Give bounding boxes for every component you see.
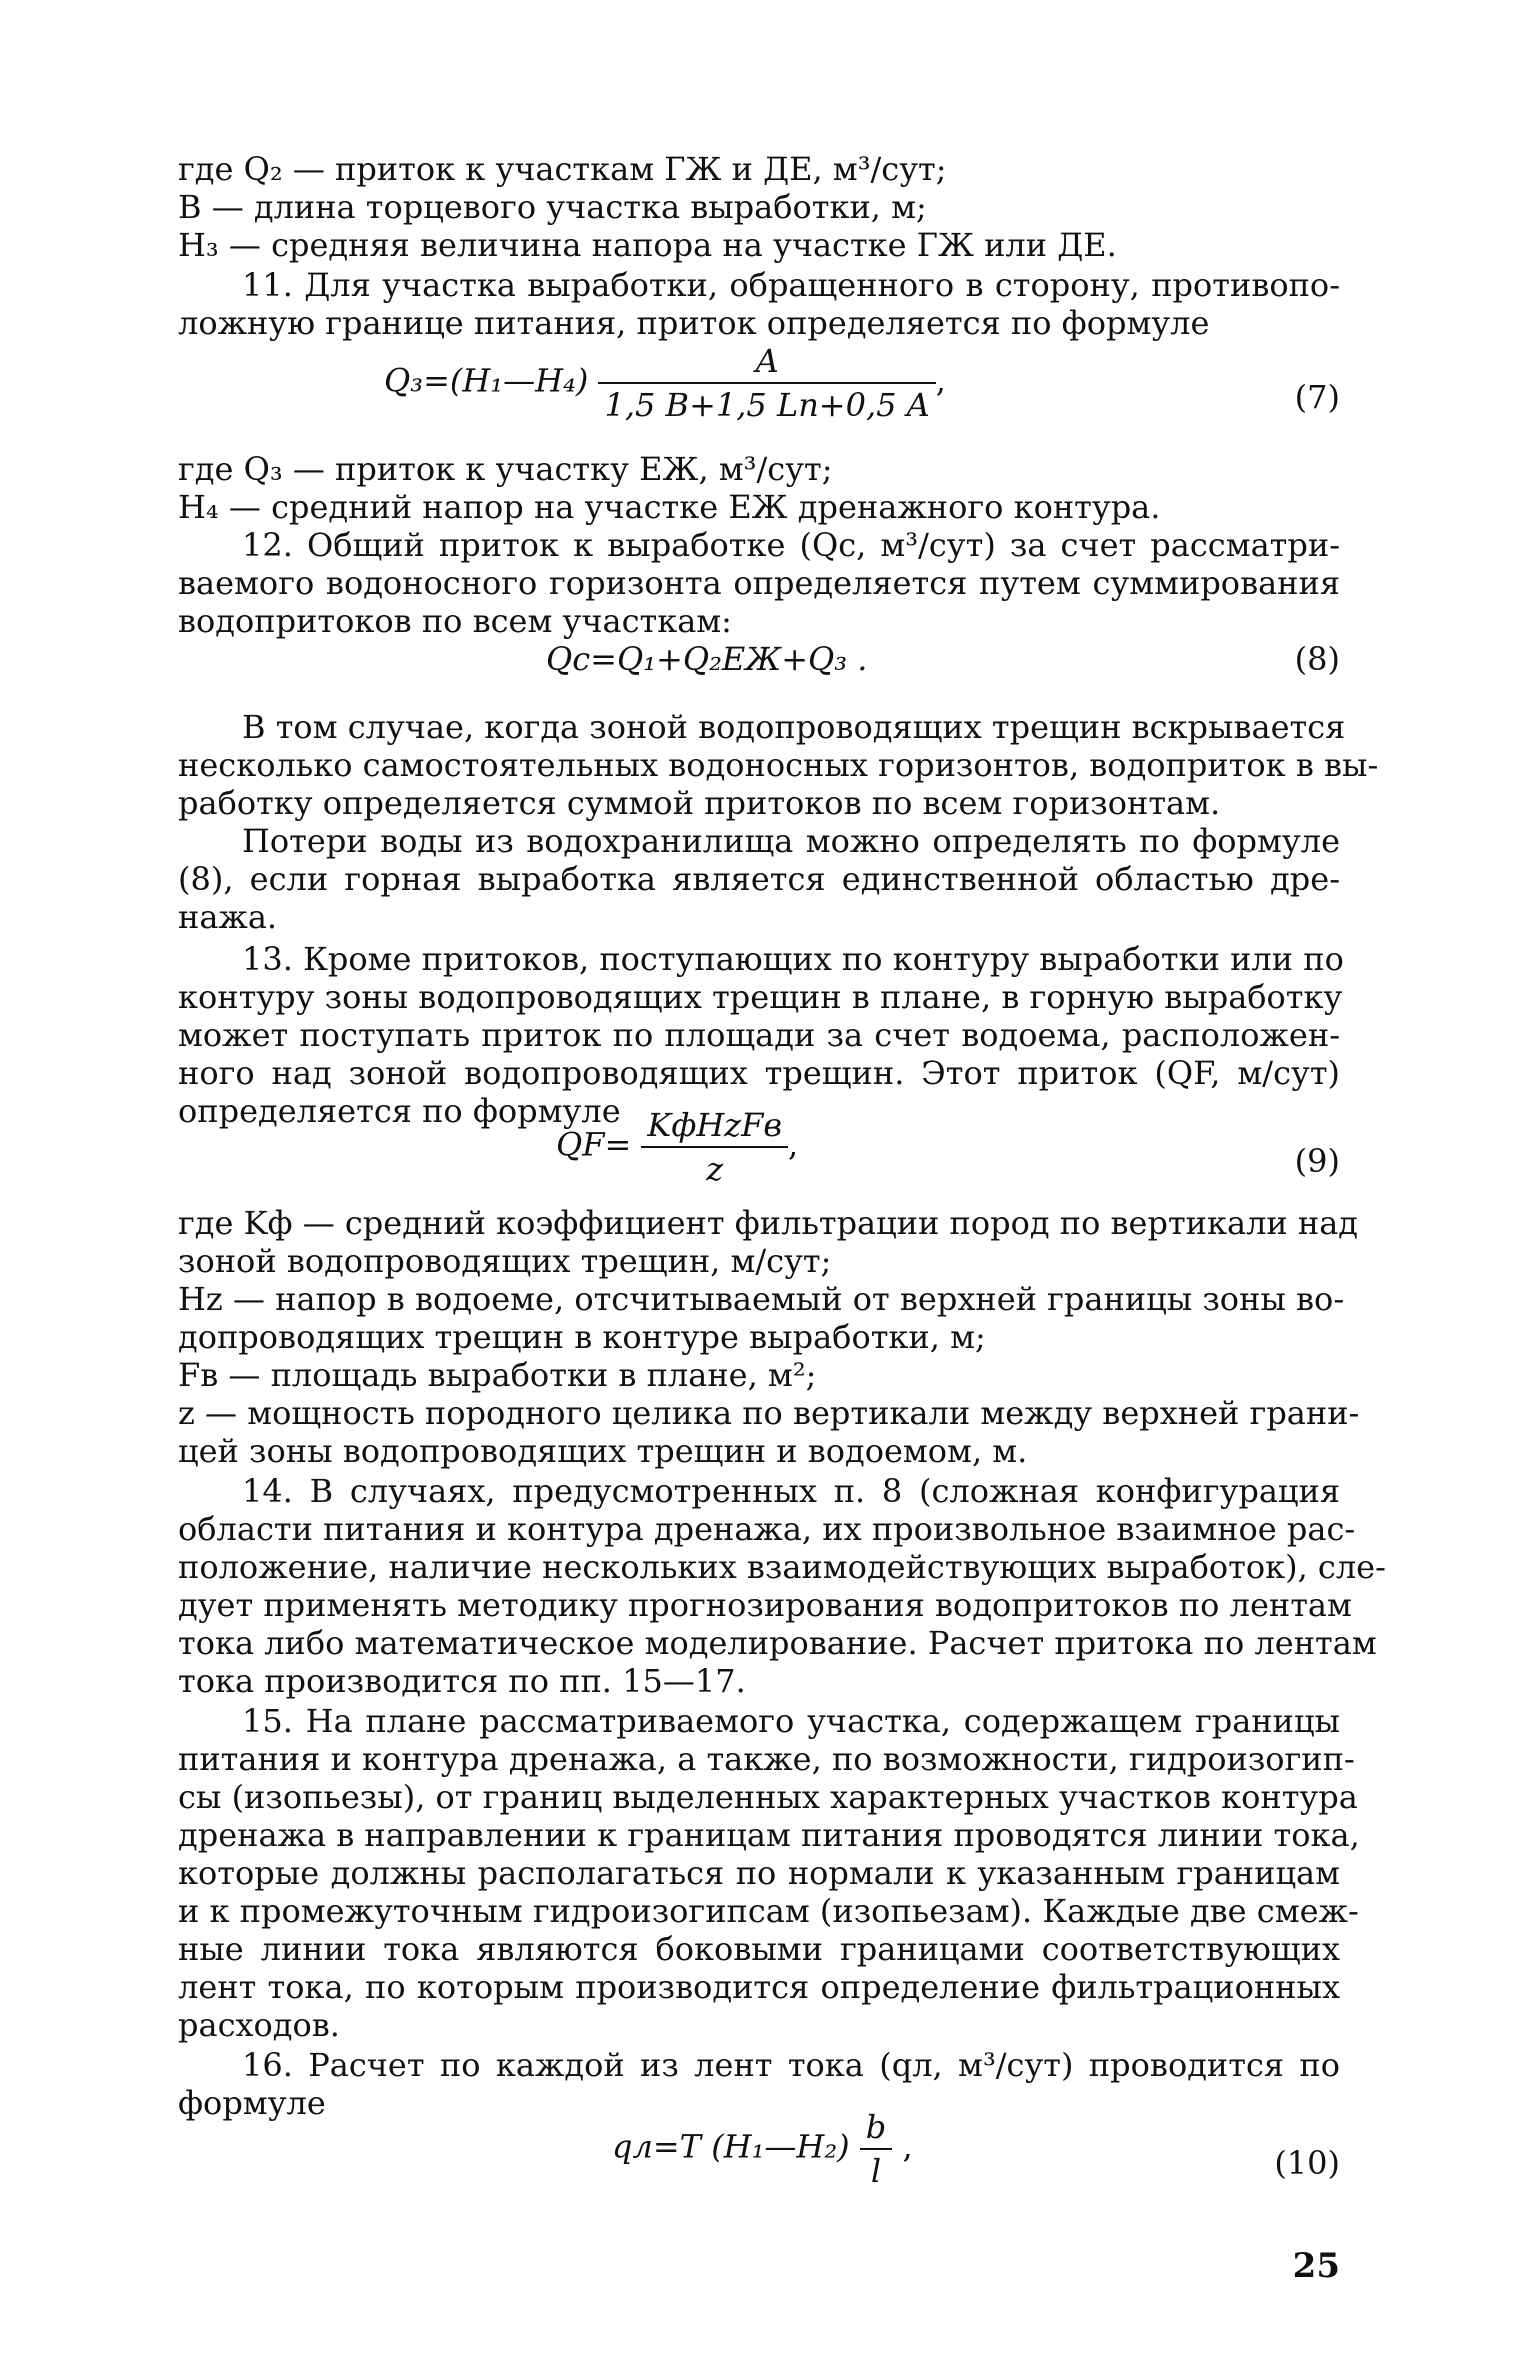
- formula-7-tail: ,: [935, 361, 946, 400]
- text-line: расходов.: [178, 2006, 340, 2044]
- paragraph-16-line: 16. Расчет по каждой из лент тока (qл, м³/сут) проводится по: [242, 2046, 1340, 2084]
- formula-10-tail: ,: [892, 2127, 913, 2166]
- formula-10-lhs: qл=T (H₁—H₂): [612, 2127, 850, 2166]
- formula-7: [384, 342, 946, 424]
- text-line: положение, наличие нескольких взаимодействующих выработок), сле-: [178, 1548, 1386, 1586]
- text-line: нажа.: [178, 898, 278, 936]
- formula-9-denominator: z: [706, 1150, 724, 1188]
- formula-9-fraction: [641, 1106, 788, 1188]
- text-line: питания и контура дренажа, а также, по возможности, гидроизогип-: [178, 1740, 1355, 1778]
- text-line: формуле: [178, 2084, 326, 2122]
- text-line: сы (изопьезы), от границ выделенных характерных участков контура: [178, 1778, 1358, 1816]
- formula-9-numerator: KфHzFв: [641, 1106, 788, 1148]
- formula-10-denominator: l: [870, 2152, 882, 2190]
- paragraph-14-line: 14. В случаях, предусмотренных п. 8 (сложная конфигурация: [242, 1472, 1340, 1510]
- text-line: z — мощность породного целика по вертикали между верхней грани-: [178, 1394, 1360, 1432]
- formula-7-denominator: 1,5 B+1,5 Lп+0,5 A: [604, 386, 930, 424]
- text-line: (8), если горная выработка является единственной областью дре-: [178, 860, 1340, 898]
- text-line: области питания и контура дренажа, их произвольное взаимное рас-: [178, 1510, 1356, 1548]
- text-line: где Kф — средний коэффициент фильтрации пород по вертикали над: [178, 1204, 1358, 1242]
- formula-7-numerator: A: [598, 342, 935, 384]
- text-line: допроводящих трещин в контуре выработки, м;: [178, 1318, 986, 1356]
- formula-9-tail: ,: [787, 1125, 799, 1164]
- text-line: ваемого водоносного горизонта определяется путем суммирования: [178, 564, 1340, 602]
- text-line: Hz — напор в водоеме, отсчитываемый от верхней границы зоны во-: [178, 1280, 1345, 1318]
- formula-8: Qc=Q₁+Q₂ЕЖ+Q₃ .: [546, 640, 868, 678]
- text-line: зоной водопроводящих трещин, м/сут;: [178, 1242, 832, 1280]
- text-line: работку определяется суммой притоков по всем горизонтам.: [178, 784, 1221, 822]
- formula-10-numerator: b: [860, 2108, 892, 2150]
- page-number: 25: [1292, 2246, 1340, 2286]
- formula-9: [556, 1106, 798, 1188]
- paragraph-15-line: 15. На плане рассматриваемого участка, содержащем границы: [242, 1702, 1340, 1740]
- text-line: ложную границе питания, приток определяется по формуле: [178, 304, 1210, 342]
- formula-9-lhs: QF=: [556, 1125, 632, 1164]
- text-line: определяется по формуле: [178, 1092, 621, 1130]
- text-line: дренажа в направлении к границам питания проводятся линии тока,: [178, 1816, 1360, 1854]
- text-line: цей зоны водопроводящих трещин и водоемом, м.: [178, 1432, 1028, 1470]
- text-line: ные линии тока являются боковыми границами соответствующих: [178, 1930, 1340, 1968]
- text-line: тока производится по пп. 15—17.: [178, 1662, 746, 1700]
- paragraph-11-line: 11. Для участка выработки, обращенного в сторону, противопо-: [242, 266, 1340, 304]
- equation-number-10: (10): [1274, 2144, 1340, 2182]
- text-line: Fв — площадь выработки в плане, м²;: [178, 1356, 817, 1394]
- paragraph-12-line: 12. Общий приток к выработке (Qc, м³/сут) за счет рассматри-: [242, 526, 1340, 564]
- text-line: водопритоков по всем участкам:: [178, 602, 732, 640]
- text-line: и к промежуточным гидроизогипсам (изопьезам). Каждые две смеж-: [178, 1892, 1359, 1930]
- text-line: лент тока, по которым производится определение фильтрационных: [178, 1968, 1340, 2006]
- text-line: дует применять методику прогнозирования водопритоков по лентам: [178, 1586, 1352, 1624]
- formula-7-lhs: Q₃=(H₁—H₄): [384, 361, 589, 400]
- text-line: B — длина торцевого участка выработки, м;: [178, 188, 927, 226]
- equation-number-7: (7): [1294, 378, 1340, 416]
- formula-10: [612, 2108, 913, 2190]
- equation-number-9: (9): [1294, 1142, 1340, 1180]
- text-line: ного над зоной водопроводящих трещин. Этот приток (QF, м/сут): [178, 1054, 1340, 1092]
- equation-number-8: (8): [1294, 640, 1340, 678]
- text-line: контуру зоны водопроводящих трещин в плане, в горную выработку: [178, 978, 1343, 1016]
- paragraph-13-line: 13. Кроме притоков, поступающих по контуру выработки или по: [242, 940, 1344, 978]
- text-line: В том случае, когда зоной водопроводящих трещин вскрывается: [242, 708, 1346, 746]
- text-line: которые должны располагаться по нормали к указанным границам: [178, 1854, 1340, 1892]
- text-line: H₄ — средний напор на участке ЕЖ дренажного контура.: [178, 488, 1161, 526]
- text-line: где Q₃ — приток к участку ЕЖ, м³/сут;: [178, 450, 833, 488]
- formula-7-fraction: [598, 342, 935, 424]
- formula-10-fraction: [860, 2108, 892, 2190]
- text-line: где Q₂ — приток к участкам ГЖ и ДЕ, м³/сут;: [178, 150, 947, 188]
- text-line: несколько самостоятельных водоносных горизонтов, водоприток в вы-: [178, 746, 1379, 784]
- text-line: может поступать приток по площади за счет водоема, расположен-: [178, 1016, 1340, 1054]
- text-line: Потери воды из водохранилища можно определять по формуле: [242, 822, 1340, 860]
- text-line: тока либо математическое моделирование. Расчет притока по лентам: [178, 1624, 1377, 1662]
- text-line: H₃ — средняя величина напора на участке ГЖ или ДЕ.: [178, 226, 1117, 264]
